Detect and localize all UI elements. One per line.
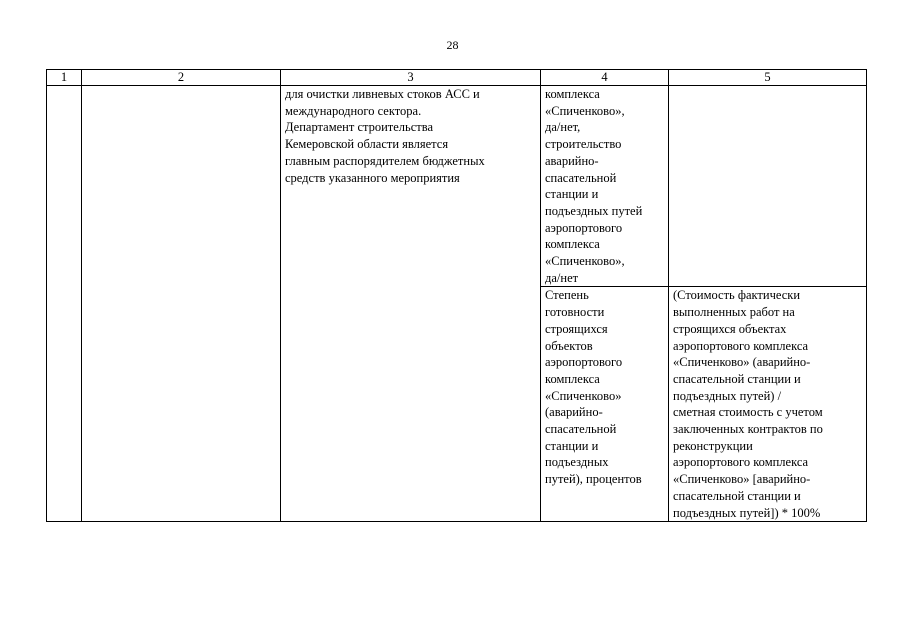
row1-col4-cell — [541, 86, 669, 287]
text-line: станции и — [545, 187, 599, 202]
text-line: подъездных — [545, 455, 609, 470]
text-line: спасательной — [545, 170, 617, 185]
row1-col1-cell — [47, 86, 82, 522]
text-line: готовности — [545, 305, 605, 320]
text-line: строительство — [545, 137, 622, 152]
text-line: «Спиченково», — [545, 103, 625, 118]
text-line: комплекса — [545, 237, 600, 252]
text-line: аэропортового комплекса — [673, 338, 809, 353]
page-number: 28 — [446, 38, 459, 52]
text-line: комплекса — [545, 87, 600, 101]
text-line: подъездных путей — [545, 203, 643, 218]
text-line: аэропортового — [545, 355, 623, 370]
row1-col2-cell — [82, 86, 281, 522]
text-line: заключенных контрактов по — [673, 422, 823, 437]
text-line: «Спиченково» — [545, 388, 622, 403]
text-line: «Спиченково», — [545, 254, 625, 269]
document-table — [46, 69, 867, 522]
header-col-4: 4 — [541, 70, 669, 86]
row1-col5-cell — [669, 86, 867, 287]
text-line: (Стоимость фактически — [673, 288, 801, 303]
text-line: средств указанного мероприятия — [285, 170, 460, 185]
text-line: Департамент строительства — [285, 120, 434, 135]
header-col-1: 1 — [47, 70, 82, 86]
text-line: строящихся объектах — [673, 321, 787, 336]
text-line: сметная стоимость с учетом — [673, 405, 823, 420]
header-col-5: 5 — [669, 70, 867, 86]
text-line: для очистки ливневых стоков АСС и — [285, 87, 480, 101]
text-line: главным распорядителем бюджетных — [285, 153, 485, 168]
text-line: выполненных работ на — [673, 305, 795, 320]
text-line: да/нет, — [545, 120, 581, 135]
row2-col4-cell — [541, 287, 669, 522]
table-header-row — [47, 70, 867, 86]
text-line: «Спиченково» [аварийно- — [673, 472, 811, 487]
row1-col3-cell — [281, 86, 541, 522]
text-line: Степень — [545, 288, 589, 303]
text-line: объектов — [545, 338, 593, 353]
text-line: комплекса — [545, 371, 600, 386]
text-line: станции и — [545, 438, 599, 453]
text-line: спасательной станции и — [673, 488, 801, 503]
text-line: международного сектора. — [285, 103, 422, 118]
text-line: аэропортового комплекса — [673, 455, 809, 470]
text-line: спасательной станции и — [673, 371, 801, 386]
header-col-3: 3 — [281, 70, 541, 86]
text-line: «Спиченково» (аварийно- — [673, 355, 811, 370]
text-line: строящихся — [545, 321, 608, 336]
text-line: спасательной — [545, 422, 617, 437]
text-line: аэропортового — [545, 220, 623, 235]
text-line: реконструкции — [673, 438, 753, 453]
text-line: да/нет — [545, 270, 579, 285]
text-line: подъездных путей]) * 100% — [673, 505, 821, 520]
text-line: путей), процентов — [545, 472, 642, 487]
table-row — [47, 86, 867, 287]
text-line: аварийно- — [545, 153, 599, 168]
text-line: Кемеровской области является — [285, 137, 449, 152]
row2-col5-cell — [669, 287, 867, 522]
header-col-2: 2 — [82, 70, 281, 86]
text-line: (аварийно- — [545, 405, 603, 420]
text-line: подъездных путей) / — [673, 388, 782, 403]
